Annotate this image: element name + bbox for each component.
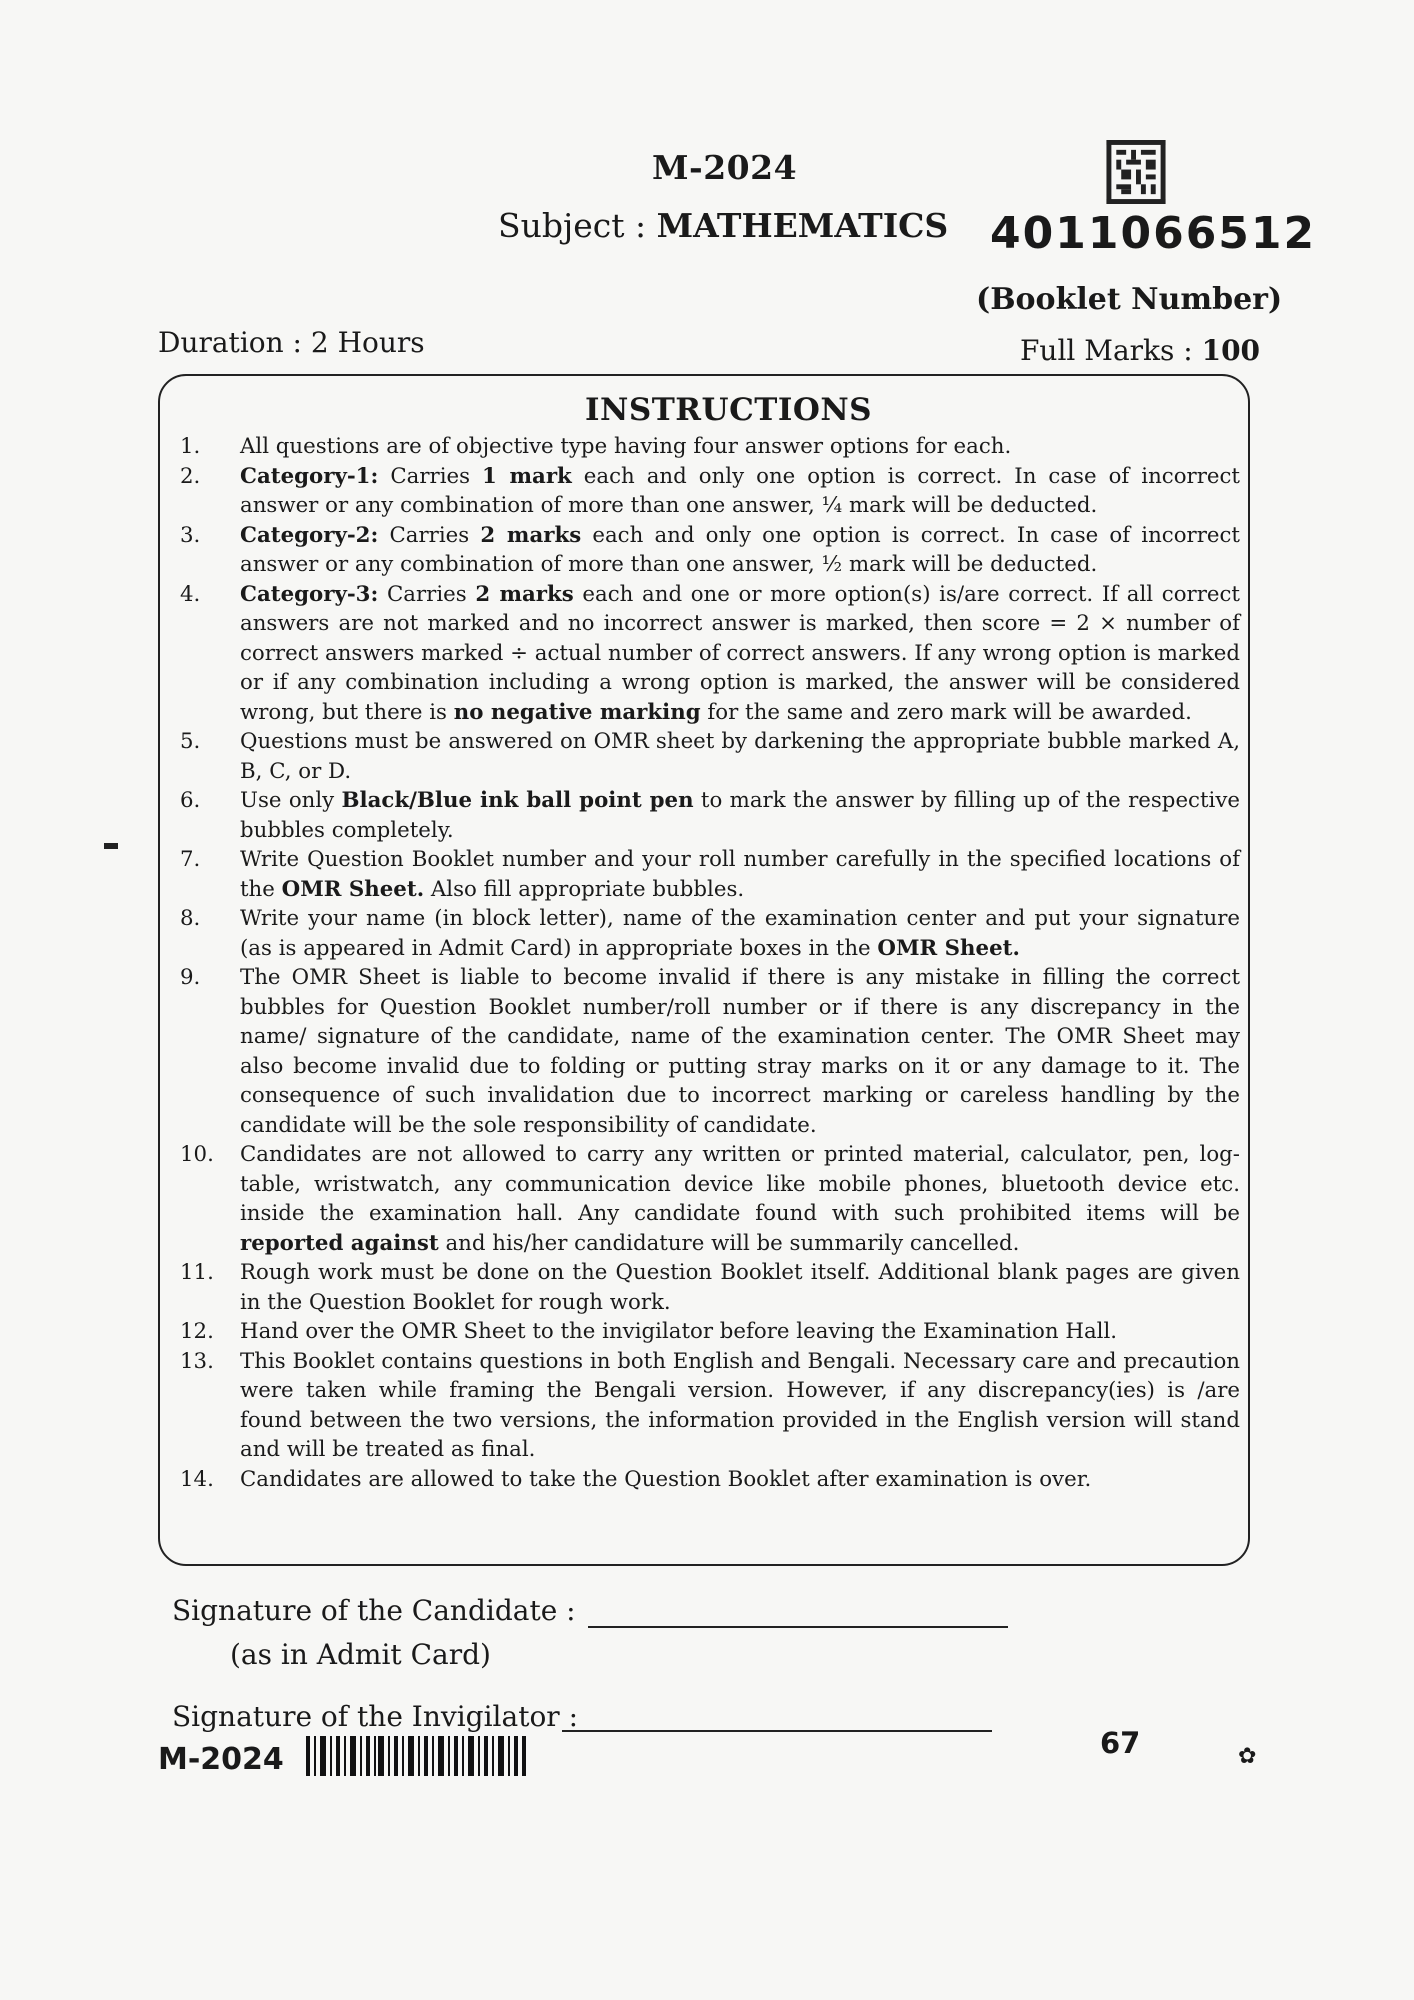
instruction-item [180, 580, 1240, 728]
full-marks-label: Full Marks : [1020, 334, 1202, 367]
instruction-text: Write your name (in block letter), name of the examination center and put your signature (as is appeared in Admit Card) in appropriate boxes in the OMR Sheet. [240, 906, 1240, 961]
instruction-text: Hand over the OMR Sheet to the invigilator before leaving the Examination Hall. [240, 1319, 1118, 1344]
instruction-text: Use only Black/Blue ink ball point pen to mark the answer by filling up of the respective bubbles completely. [240, 788, 1240, 843]
instruction-number: 4. [180, 581, 201, 607]
page-number: 67 [1100, 1726, 1141, 1760]
instruction-number: 9. [180, 965, 201, 990]
instruction-number: 6. [180, 788, 201, 813]
instruction-number: 1. [180, 434, 201, 459]
booklet-number-caption: (Booklet Number) [976, 282, 1283, 317]
full-marks-value: 100 [1201, 334, 1261, 367]
instruction-item [180, 845, 1240, 904]
instruction-number: 3. [180, 522, 201, 548]
instruction-text: Category-2: Carries 2 marks each and only one option is correct. In case of incorrect answer or any combination of more than one answer, ½ mark will be deducted. [240, 522, 1240, 577]
duration: Duration : 2 Hours [158, 326, 425, 359]
instruction-item [180, 727, 1240, 786]
instruction-text: All questions are of objective type having four answer options for each. [240, 434, 1012, 459]
instruction-number: 5. [180, 729, 201, 754]
instruction-text: This Booklet contains questions in both English and Bengali. Necessary care and precaution were taken while framing the Bengali version. However, if any discrepancy(ies) is /are found between the two versions, the information provided in the English version will stand and will be treated as final. [240, 1348, 1240, 1462]
full-marks [1020, 334, 1260, 367]
candidate-signature-note: (as in Admit Card) [230, 1638, 491, 1671]
booklet-number: 4011066512 [990, 208, 1317, 259]
qr-code-icon [1106, 140, 1166, 204]
instruction-text: Candidates are allowed to take the Question Booklet after examination is over. [240, 1466, 1092, 1492]
instruction-number: 8. [180, 906, 201, 931]
footer-exam-code: M-2024 [158, 1742, 284, 1777]
instruction-text: Rough work must be done on the Question Booklet itself. Additional blank pages are given in the Question Booklet for rough work. [240, 1260, 1240, 1315]
subject-line [498, 206, 948, 245]
instruction-text: The OMR Sheet is liable to become invalid if there is any mistake in filling the correct bubbles for Question Booklet number/roll number or if there is any discrepancy in the name/ signature of the candidate, name of the examination center. The OMR Sheet may also become invalid due to folding or putting stray marks on it or any damage to it. The consequence of such invalidation due to incorrect marking or careless handling by the candidate will be the sole responsibility of candidate. [240, 965, 1240, 1138]
instructions-title: INSTRUCTIONS [585, 392, 873, 428]
instruction-text: Category-1: Carries 1 mark each and only one option is correct. In case of incorrect answer or any combination of more than one answer, ¼ mark will be deducted. [240, 463, 1240, 518]
instruction-text: Write Question Booklet number and your roll number carefully in the specified locations of the OMR Sheet. Also fill appropriate bubbles. [240, 847, 1240, 902]
instruction-item [180, 521, 1240, 580]
instruction-item [180, 432, 1240, 462]
instruction-item [180, 1317, 1240, 1347]
instruction-text: Category-3: Carries 2 marks each and one or more option(s) is/are correct. If all correct answers are not marked and no incorrect answer is marked, then score = 2 × number of correct answers marked ÷ actual number of correct answers. If any wrong option is marked or if any combination including a wrong option is marked, the answer will be considered wrong, but there is no negative marking for the same and zero mark will be awarded. [240, 581, 1240, 725]
margin-mark [104, 843, 118, 849]
instruction-item [180, 786, 1240, 845]
instruction-text: Candidates are not allowed to carry any written or printed material, calculator, pen, log-table, wristwatch, any communication device like mobile phones, bluetooth device etc. inside the examination hall. Any candidate found with such prohibited items will be reported against and his/her candidature will be summarily cancelled. [240, 1142, 1240, 1256]
instruction-item [180, 1140, 1240, 1258]
instruction-text: Questions must be answered on OMR sheet by darkening the appropriate bubble marked A, B, C, or D. [240, 729, 1240, 784]
candidate-signature-label: Signature of the Candidate : [172, 1594, 576, 1627]
exam-code: M-2024 [652, 148, 798, 187]
instruction-item [180, 904, 1240, 963]
subject-label: Subject : [498, 206, 657, 245]
instruction-item [180, 462, 1240, 521]
invigilator-signature-label: Signature of the Invigilator : [172, 1700, 579, 1733]
barcode-icon [306, 1736, 526, 1776]
instructions-list [180, 432, 1240, 1494]
subject-value: MATHEMATICS [656, 206, 949, 245]
instruction-number: 2. [180, 463, 201, 489]
instruction-item [180, 963, 1240, 1140]
instruction-number: 13. [180, 1348, 214, 1374]
instruction-number: 11. [180, 1260, 214, 1285]
candidate-signature-line[interactable] [588, 1626, 1008, 1628]
instruction-number: 12. [180, 1319, 214, 1344]
flower-icon: ✿ [1238, 1744, 1257, 1769]
instruction-number: 7. [180, 847, 201, 872]
instruction-number: 10. [180, 1142, 214, 1167]
instruction-item [180, 1258, 1240, 1317]
instruction-item [180, 1347, 1240, 1465]
invigilator-signature-line[interactable] [562, 1730, 992, 1732]
instruction-item [180, 1465, 1240, 1495]
instruction-number: 14. [180, 1466, 214, 1492]
